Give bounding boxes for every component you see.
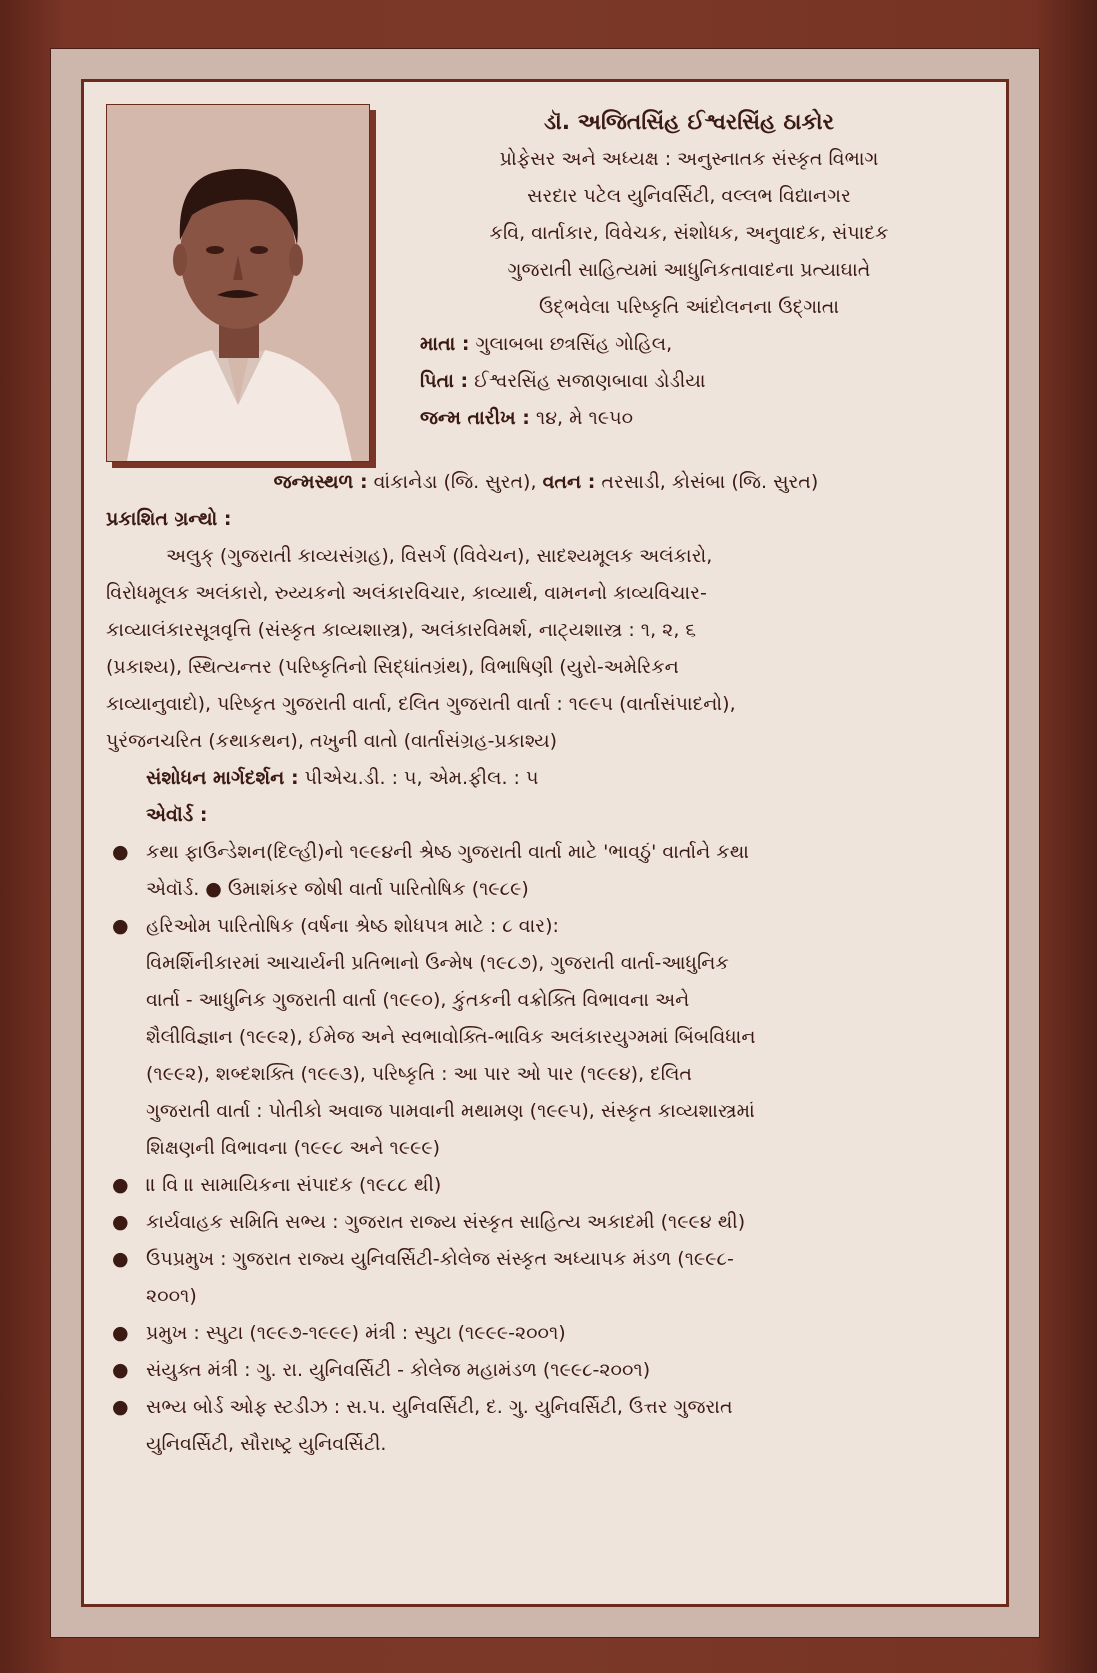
movement-line-2: ઉદ્‌ભવેલા પરિષ્કૃતિ આંદોલનના ઉદ્‌ગાતા [538,296,839,318]
author-portrait-image [107,105,369,461]
bullet-icon: ● [112,1211,129,1233]
birthplace-value: વાંકાનેડા (જિ. સુરત), [373,471,537,493]
author-details [384,104,994,437]
list-item [106,1389,986,1463]
bullet-icon: ● [112,841,129,863]
designation-line: પ્રોફેસર અને અધ્યક્ષ : અનુસ્નાતક સંસ્કૃત વિભાગ [499,148,879,170]
list-item [106,1241,986,1315]
list-item [106,1315,986,1352]
bullet-icon: ● [112,1359,129,1381]
roles-line: કવિ, વાર્તાકાર, વિવેચક, સંશોધક, અનુવાદક, સંપાદક [489,222,889,244]
mother-label: માતા : [420,333,470,355]
dob-value: ૧૪, મે ૧૯૫૦ [535,407,634,429]
outer-frame [50,48,1040,1638]
father-line [384,363,994,400]
list-item [106,1167,986,1204]
mother-line [384,326,994,363]
works-heading [106,501,986,538]
awards-heading-text: એવૉર્ડ : [146,804,208,826]
list-item [106,1352,986,1389]
mother-value: ગુલાબબા છત્રસિંહ ગોહિલ, [475,333,673,355]
biography-panel [81,79,1009,1607]
award-text: સભ્ય બોર્ડ ઓફ સ્ટડીઝ : સ.પ. યુનિવર્સિટી, દ. ગુ. યુનિવર્સિટી, ઉત્તર ગુજરાત યુનિવર્સિટી, સૌરાષ્ટ્ર યુનિવર્સિટી. [146,1396,733,1455]
guidance-label: સંશોધન માર્ગદર્શન : [146,767,299,789]
native-label: વતન : [542,471,596,493]
awards-heading [106,797,986,834]
list-item [106,1204,986,1241]
father-label: પિતા : [420,370,469,392]
dob-line [384,400,994,437]
award-text: પ્રમુખ : સ્પુટા (૧૯૯૭-૧૯૯૯) મંત્રી : સ્પુટા (૧૯૯૯-૨૦૦૧) [146,1322,566,1344]
bullet-icon: ● [112,915,129,937]
author-name: ડૉ. અજિતસિંહ ઈશ્વરસિંહ ઠાકોર [544,110,834,135]
bullet-icon: ● [112,1248,129,1270]
bullet-icon: ● [112,1396,129,1418]
award-text: હરિઓમ પારિતોષિક (વર્ષના શ્રેષ્ઠ શોધપત્ર માટે : ૮ વાર): વિમર્શિનીકારમાં આચાર્યની પ્રતિભાનો ઉન્મેષ (૧૯૮૭), ગુજરાતી વાર્તા-આધુનિક વાર્તા - આધુનિક ગુજરાતી વાર્તા (૧૯૯૦), કુંતકની વક્રોક્તિ વિભાવના અને શૈલીવિજ્ઞાન (૧૯૯૨), ઈમેજ અને સ્વભાવોક્તિ-ભાવિક અલંકારયુગ્મમાં બિંબવિધાન (૧૯૯૨), શબ્દશક્તિ (૧૯૯૩), પરિષ્કૃતિ : આ પાર ઓ પાર (૧૯૯૪), દલિત ગુજરાતી વાર્તા : પોતીકો અવાજ પામવાની મથામણ (૧૯૯૫), સંસ્કૃત કાવ્યશાસ્ત્રમાં શિક્ષણની વિભાવના (૧૯૯૮ અને ૧૯૯૯) [146,915,756,1159]
bullet-icon: ● [112,1174,129,1196]
awards-list [106,834,986,1463]
award-text: સંયુક્ત મંત્રી : ગુ. રા. યુનિવર્સિટી - કોલેજ મહામંડળ (૧૯૯૮-૨૦૦૧) [146,1359,651,1381]
biography-body [106,464,986,1463]
award-text: ઉપપ્રમુખ : ગુજરાત રાજ્ય યુનિવર્સિટી-કોલેજ સંસ્કૃત અધ્યાપક મંડળ (૧૯૯૮- ૨૦૦૧) [146,1248,734,1307]
bullet-icon: ● [112,1322,129,1344]
birthplace-line [106,464,986,501]
works-heading-text: પ્રકાશિત ગ્રન્થો : [106,508,232,530]
works-paragraph: અલુક્ (ગુજરાતી કાવ્યસંગ્રહ), વિસર્ગ (વિવેચન), સાદશ્યમૂલક અલંકારો, વિરોધમૂલક અલંકારો, રુય્યકનો અલંકારવિચાર, કાવ્યાર્થ, વામનનો કાવ્યવિચાર- કાવ્યાલંકારસૂત્રવૃત્તિ (સંસ્કૃત કાવ્યશાસ્ત્ર), અલંકારવિમર્શ, નાટ્યશાસ્ત્ર : ૧, ૨, ૬ (પ્રકાશ્ય), સ્થિત્યન્તર (પરિષ્કૃતિનો સિદ્ધાંતગ્રંથ), વિભાષિણી (યુરો-અમેરિકન કાવ્યાનુવાદો), પરિષ્કૃત ગુજરાતી વાર્તા, દલિત ગુજરાતી વાર્તા : ૧૯૯૫ (વાર્તાસંપાદનો), પુરંજનચરિત (કથાકથન), તખુની વાતો (વાર્તાસંગ્રહ-પ્રકાશ્ય) [106,545,736,752]
award-text: કાર્યવાહક સમિતિ સભ્ય : ગુજરાત રાજ્ય સંસ્કૃત સાહિત્ય અકાદમી (૧૯૯૪ થી) [146,1211,746,1233]
guidance-value: પીએચ.ડી. : ૫, એમ.ફીલ. : ૫ [304,767,539,789]
movement-line-1: ગુજરાતી સાહિત્યમાં આધુનિકતાવાદના પ્રત્યાઘાતે [507,259,871,281]
list-item [106,834,986,908]
award-text: કથા ફાઉન્ડેશન(દિલ્હી)નો ૧૯૯૪ની શ્રેષ્ઠ ગુજરાતી વાર્તા માટે 'ભાવઠું' વાર્તાને કથા એવૉર્ડ. ● ઉમાશંકર જોષી વાર્તા પારિતોષિક (૧૯૮૯) [146,841,749,900]
dob-label: જન્મ તારીખ : [420,407,530,429]
author-photo [106,104,370,462]
university-line: સરદાર પટેલ યુનિવર્સિટી, વલ્લભ વિદ્યાનગર [527,185,851,207]
birthplace-label: જન્મસ્થળ : [273,471,368,493]
award-text: ॥ વિ ॥ સામાયિકના સંપાદક (૧૯૮૮ થી) [146,1174,442,1196]
native-value: તરસાડી, કોસંબા (જિ. સુરત) [601,471,819,493]
father-value: ઈશ્વરસિંહ સજાણબાવા ડોડીયા [474,370,706,392]
list-item [106,908,986,1167]
guidance-line [106,760,986,797]
